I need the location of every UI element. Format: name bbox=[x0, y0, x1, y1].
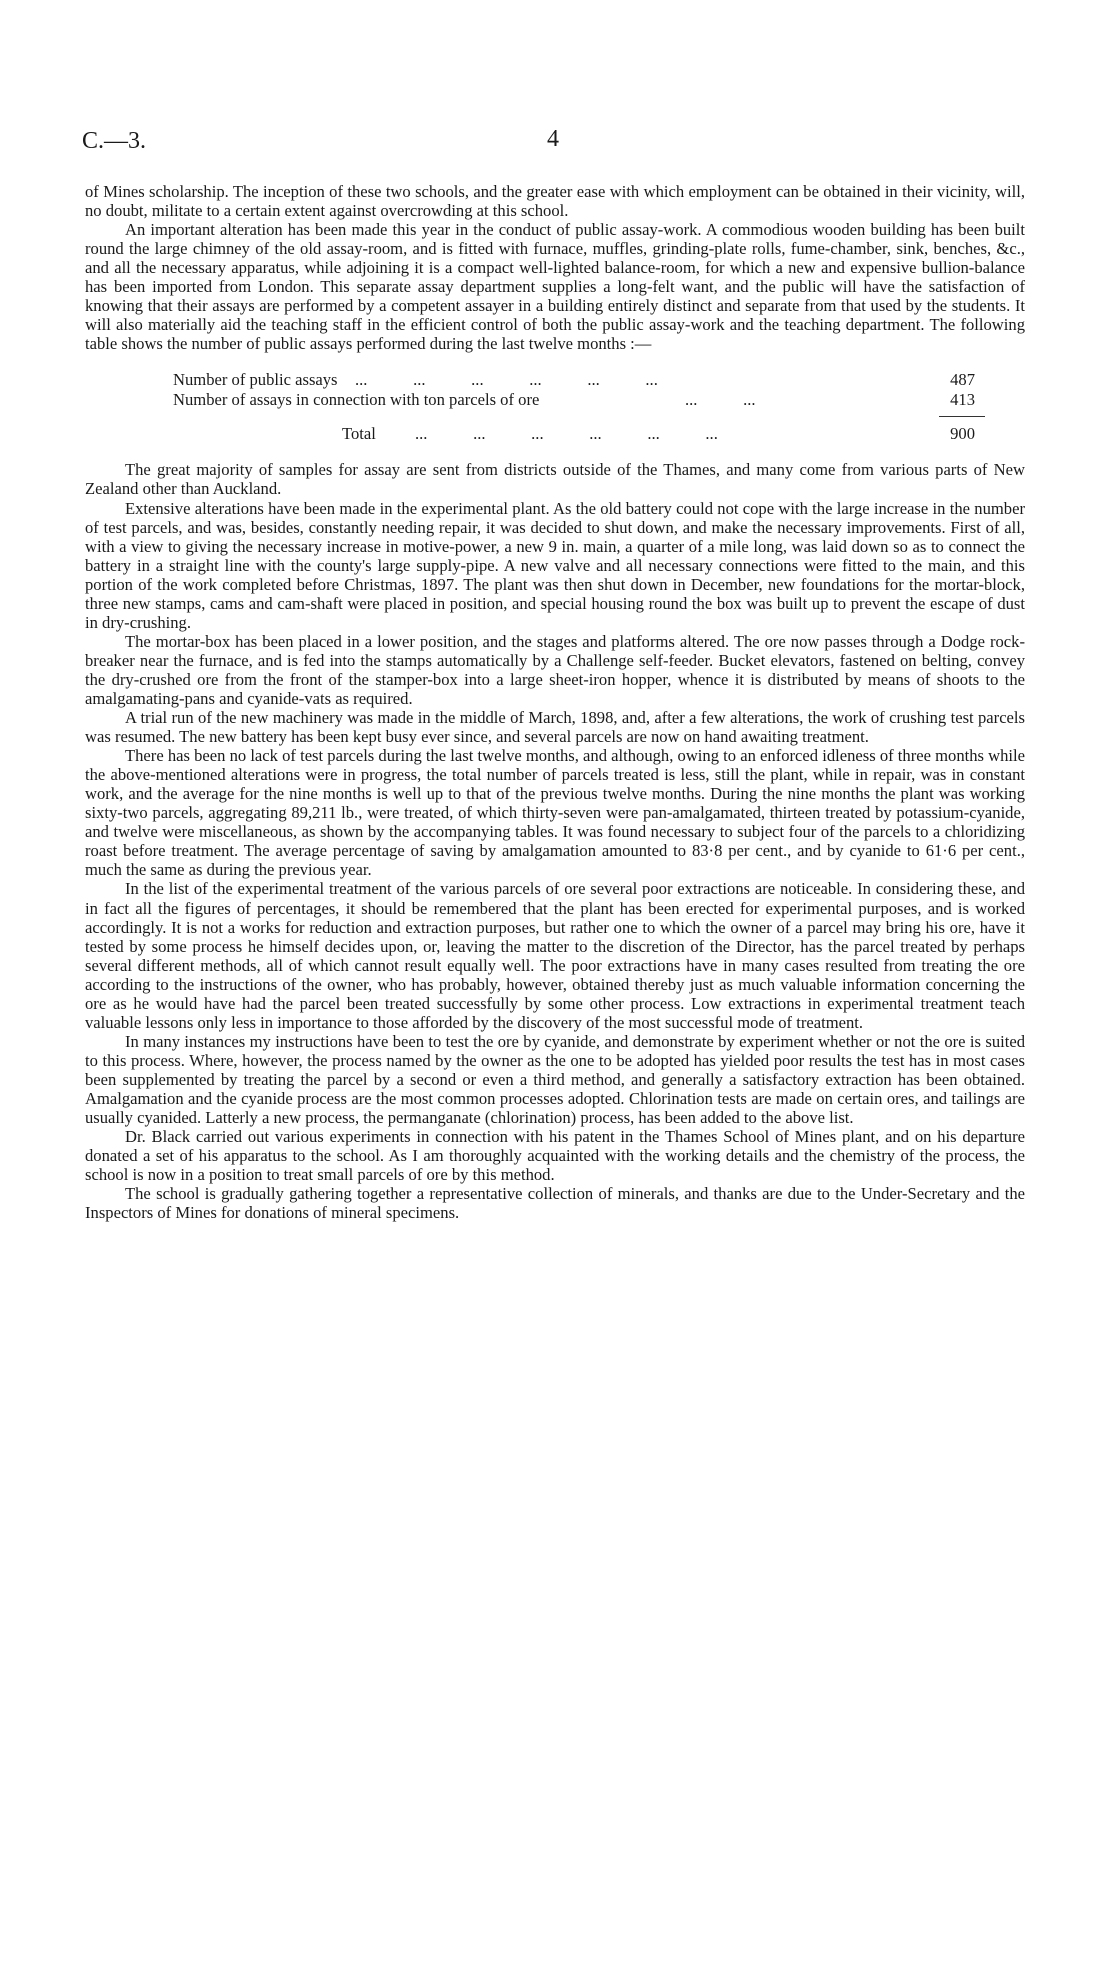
paragraph: There has been no lack of test parcels during the last twelve months, and although, owing to an enforced idleness of three months while the above-mentioned alterations were in progress, the total number of parcels treated is less, still the plant, while in repair, was in constant work, and the average for the nine months is well up to that of the previous twelve months. During the nine months the plant was working sixty-two parcels, aggregating 89,211 lb., were treated, of which thirty-seven were pan-amalgamated, thirteen treated by potassium-cyanide, and twelve were miscellaneous, as shown by the accompanying tables. It was found necessary to subject four of the parcels to a chloridizing roast before treatment. The average percentage of saving by amalgamation amounted to 83·8 per cent., and by cyanide to 61·6 per cent., much the same as during the previous year. bbox=[85, 746, 1025, 880]
paragraph: In the list of the experimental treatment of the various parcels of ore several poor extractions are noticeable. In considering these, and in fact all the figures of percentages, it should be remembered that the plant has been erected for experimental purposes, and is worked accordingly. It is not a works for reduction and extraction purposes, but rather one to which the owner of a parcel may bring his ore, have it tested by some process he himself decides upon, or, leaving the matter to the discretion of the Director, has the parcel treated by perhaps several different methods, all of which cannot result equally well. The poor extractions have in many cases resulted from treating the ore according to the instructions of the owner, who has probably, however, obtained thereby just as much valuable information concerning the ore as he would have had the parcel been treated successfully by some other process. Low extractions in experimental treatment teach valuable lessons only less in importance to those afforded by the discovery of the most successful mode of treatment. bbox=[85, 879, 1025, 1032]
leader-dots: ... ... ... ... ... ... bbox=[355, 370, 658, 390]
assay-row-label: Number of assays in connection with ton parcels of ore bbox=[173, 390, 540, 410]
body-text bbox=[85, 182, 1025, 1222]
assay-table bbox=[85, 370, 1025, 444]
assay-row-public bbox=[85, 370, 1025, 390]
assay-row-ton-parcels bbox=[85, 390, 1025, 410]
assay-row-value: 487 bbox=[950, 370, 975, 390]
paragraph: An important alteration has been made this year in the conduct of public assay-work. A commodious wooden building has been built round the large chimney of the old assay-room, and is fitted with furnace, muffles, grinding-plate rolls, fume-chamber, sink, benches, &c., and all the necessary apparatus, while adjoining it is a compact well-lighted balance-room, for which a new and expensive bullion-balance has been imported from London. This separate assay department supplies a long-felt want, and the public will have the satisfaction of knowing that their assays are performed by a competent assayer in a building entirely distinct and separate from that used by the students. It will also materially aid the teaching staff in the efficient control of both the public assay-work and the teaching department. The following table shows the number of public assays performed during the last twelve months :— bbox=[85, 220, 1025, 354]
assay-row-label: Number of public assays bbox=[173, 370, 338, 390]
paragraph: Dr. Black carried out various experiments in connection with his patent in the Thames School of Mines plant, and on his departure donated a set of his apparatus to the school. As I am thoroughly acquainted with the working details and the chemistry of the process, the school is now in a position to treat small parcels of ore by this method. bbox=[85, 1127, 1025, 1185]
document-reference: C.—3. bbox=[82, 128, 147, 154]
total-value: 900 bbox=[950, 424, 975, 444]
paragraph: In many instances my instructions have been to test the ore by cyanide, and demonstrate by experiment whether or not the ore is suited to this process. Where, however, the process named by the owner as the one to be adopted has yielded poor results the test has in most cases been supplemented by treating the parcel by a second or even a third method, and generally a satisfactory extraction has been obtained. Amalgamation and the cyanide process are the most common processes adopted. Chlorination tests are made on certain ores, and tailings are usually cyanided. Latterly a new process, the permanganate (chlorination) process, has been added to the above list. bbox=[85, 1031, 1025, 1128]
assay-row-value: 413 bbox=[950, 390, 975, 410]
leader-dots: ... ... ... ... ... ... bbox=[415, 424, 718, 444]
paragraph: The great majority of samples for assay are sent from districts outside of the Thames, and many come from various parts of New Zealand other than Auckland. bbox=[85, 460, 1025, 499]
paragraph: of Mines scholarship. The inception of these two schools, and the greater ease with which employment can be obtained in their vicinity, will, no doubt, militate to a certain extent against overcrowding at this school. bbox=[85, 182, 1025, 221]
page-header bbox=[82, 128, 1032, 160]
page-number: 4 bbox=[547, 126, 559, 152]
paragraph: Extensive alterations have been made in the experimental plant. As the old battery could not cope with the large increase in the number of test parcels, and was, besides, constantly needing repair, it was decided to shut down, and make the necessary improvements. First of all, with a view to giving the necessary increase in motive-power, a new 9 in. main, a quarter of a mile long, was laid down so as to connect the battery in a straight line with the county's large supply-pipe. A new valve and all necessary connections were fitted to the main, and this portion of the work completed before Christmas, 1897. The plant was then shut down in December, new foundations for the mortar-block, three new stamps, cams and cam-shaft were placed in position, and special housing round the box was built up to prevent the escape of dust in dry-crushing. bbox=[85, 498, 1025, 632]
paragraph: The mortar-box has been placed in a lower position, and the stages and platforms altered. The ore now passes through a Dodge rock-breaker near the furnace, and is fed into the stamps automatically by a Challenge self-feeder. Bucket elevators, fastened on belting, convey the dry-crushed ore from the front of the stamper-box into a large sheet-iron hopper, whence it is distributed by means of shoots to the amalgamating-pans and cyanide-vats as required. bbox=[85, 631, 1025, 708]
total-rule bbox=[85, 410, 1025, 424]
leader-dots: ... ... bbox=[685, 390, 756, 410]
assay-row-total bbox=[85, 424, 1025, 444]
paragraph: The school is gradually gathering together a representative collection of minerals, and thanks are due to the Under-Secretary and the Inspectors of Mines for donations of mineral specimens. bbox=[85, 1184, 1025, 1223]
paragraph: A trial run of the new machinery was made in the middle of March, 1898, and, after a few alterations, the work of crushing test parcels was resumed. The new battery has been kept busy ever since, and several parcels are now on hand awaiting treatment. bbox=[85, 708, 1025, 747]
total-label: Total bbox=[342, 424, 376, 444]
